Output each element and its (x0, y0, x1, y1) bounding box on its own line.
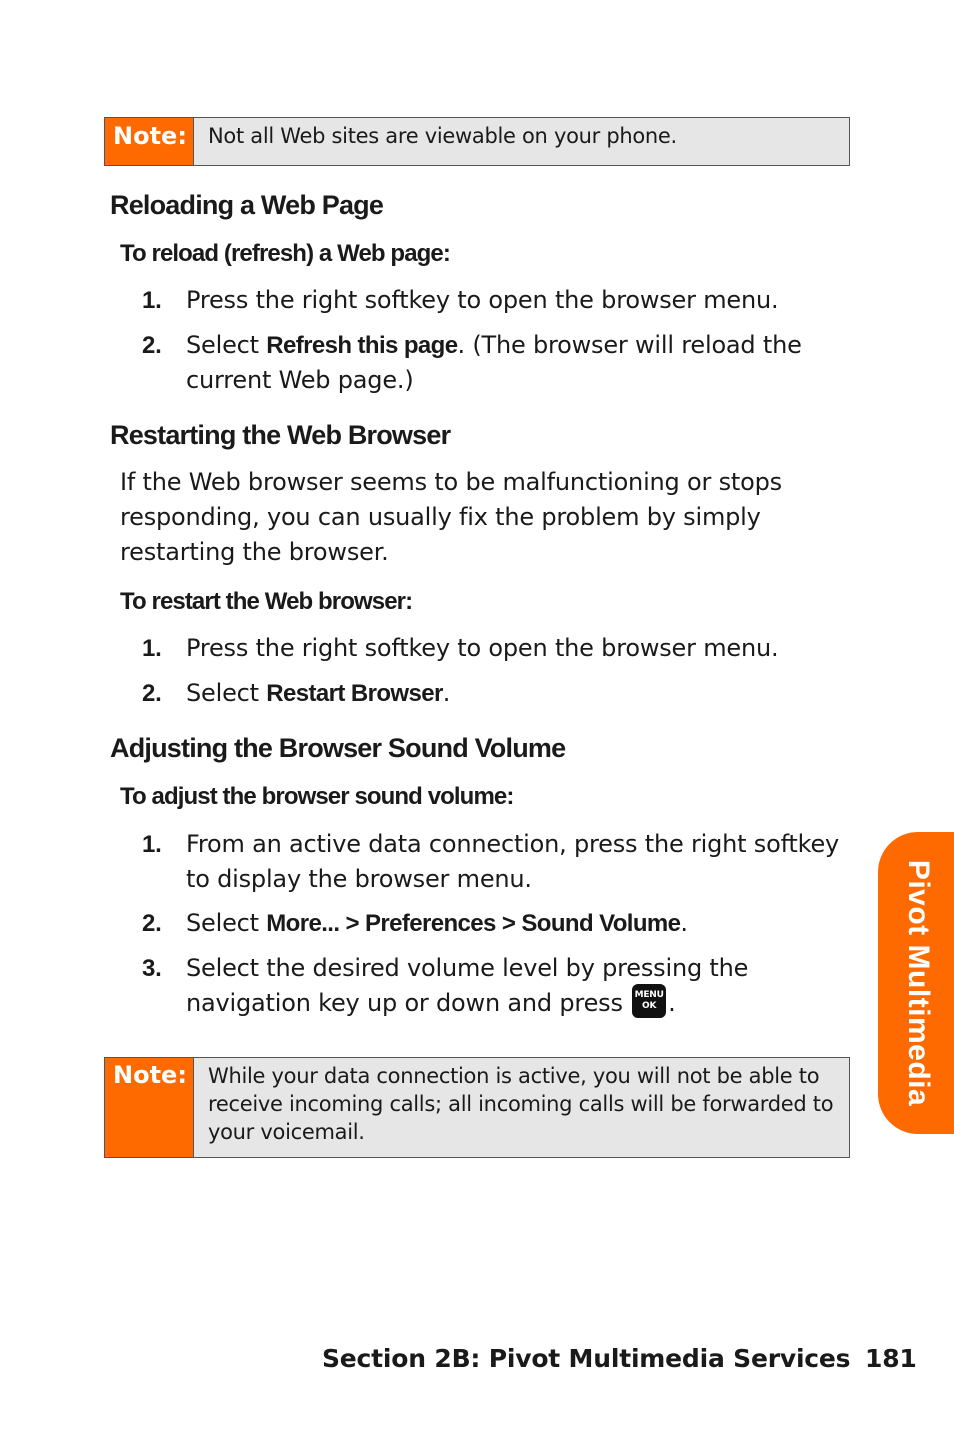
list-item (142, 676, 862, 711)
list-item (142, 631, 862, 666)
subheading-reload: To reload (refresh) a Web page: (120, 240, 450, 267)
step-number: 2. (142, 332, 162, 359)
step-number: 1. (142, 287, 162, 314)
step-number: 1. (142, 635, 162, 662)
section-heading-reload: Reloading a Web Page (110, 190, 384, 220)
step-text: Press the right softkey to open the browser menu. (186, 634, 779, 662)
chapter-tab-label: Pivot Multimedia (902, 859, 935, 1107)
note-label: Note: (105, 1058, 194, 1157)
step-text: Select Refresh this page. (The browser will reload the current Web page.) (186, 331, 802, 394)
step-text: Press the right softkey to open the browser menu. (186, 286, 779, 314)
step-text: Select Restart Browser. (186, 679, 451, 707)
chapter-tab (878, 832, 954, 1134)
note-text: While your data connection is active, you will not be able to receive incoming calls; all incoming calls will be forwarded to your voicemail. (208, 1064, 834, 1144)
page-number: 181 (865, 1344, 917, 1373)
step-number: 3. (142, 955, 162, 982)
menu-option: Refresh this page (266, 332, 458, 359)
menu-ok-key-icon: MENU OK (632, 984, 666, 1018)
list-item (142, 951, 862, 1021)
step-number: 1. (142, 831, 162, 858)
step-number: 2. (142, 910, 162, 937)
list-item (142, 906, 862, 941)
list-item (142, 827, 862, 897)
intro-paragraph: If the Web browser seems to be malfunctioning or stops responding, you can usually fix the problem by simply restarting the browser. (120, 468, 782, 566)
step-text: Select More... > Preferences > Sound Volume. (186, 909, 688, 937)
step-number: 2. (142, 680, 162, 707)
note-label: Note: (105, 118, 194, 165)
footer-section-title: Section 2B: Pivot Multimedia Services (322, 1344, 851, 1373)
menu-option: More... > Preferences > Sound Volume (266, 910, 681, 937)
subheading-restart: To restart the Web browser: (120, 588, 413, 615)
note-box (104, 1057, 850, 1158)
section-heading-restart: Restarting the Web Browser (110, 420, 451, 450)
section-heading-volume: Adjusting the Browser Sound Volume (110, 733, 566, 763)
note-text: Not all Web sites are viewable on your phone. (208, 124, 677, 148)
list-item (142, 283, 862, 318)
step-text: From an active data connection, press the right softkey to display the browser menu. (186, 830, 840, 893)
subheading-volume: To adjust the browser sound volume: (120, 783, 514, 810)
list-item (142, 328, 862, 398)
note-box (104, 117, 850, 166)
step-text: Select the desired volume level by pressing the navigation key up or down and press MENU OK . (186, 954, 749, 1017)
menu-option: Restart Browser (266, 680, 443, 707)
